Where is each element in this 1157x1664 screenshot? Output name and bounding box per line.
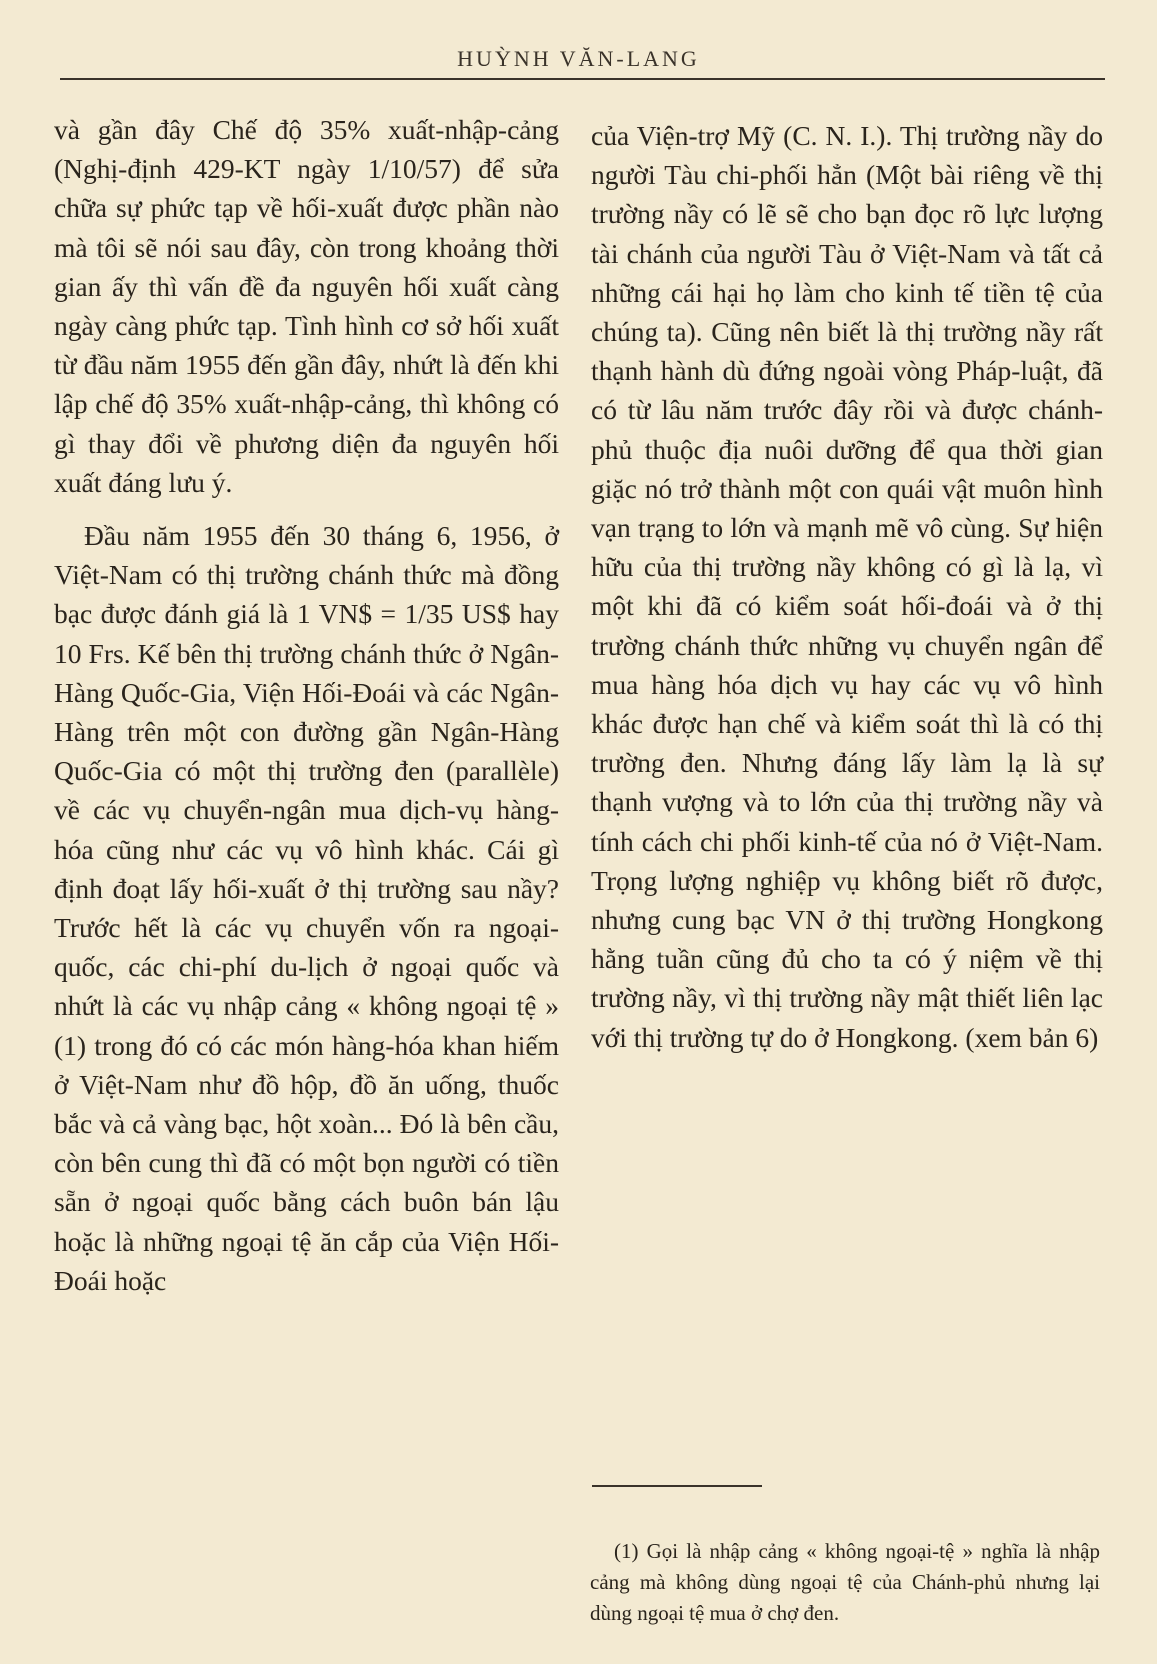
footnote: (1) Gọi là nhập cảng « không ngoại-tệ » nghĩa là nhập cảng mà không dùng ngoại tệ của Chánh-phủ nhưng lại dùng ngoại tệ mua ở chợ đen. [590,1539,1100,1625]
header-rule [60,78,1105,80]
paragraph: và gần đây Chế độ 35% xuất-nhập-cảng (Nghị-định 429-KT ngày 1/10/57) để sửa chữa sự phức tạp về hối-xuất được phần nào mà tôi sẽ nói sau đây, còn trong khoảng thời gian ấy thì vấn đề đa nguyên hối xuất càng ngày càng phức tạp. Tình hình cơ sở hối xuất từ đầu năm 1955 đến gần đây, nhứt là đến khi lập chế độ 35% xuất-nhập-cảng, thì không có gì thay đổi về phương diện đa nguyên hối xuất đáng lưu ý. [54,114,559,498]
footnote-rule [592,1485,762,1487]
left-column [54,110,559,1300]
paragraph: Đầu năm 1955 đến 30 tháng 6, 1956, ở Việt-Nam có thị trường chánh thức mà đồng bạc được đánh giá là 1 VN$ = 1/35 US$ hay 10 Frs. Kế bên thị trường chánh thức ở Ngân-Hàng Quốc-Gia, Viện Hối-Đoái và các Ngân-Hàng trên một con đường gần Ngân-Hàng Quốc-Gia có một thị trường đen (parallèle) về các vụ chuyển-ngân mua dịch-vụ hàng-hóa cũng như các vụ vô hình khác. Cái gì định đoạt lấy hối-xuất ở thị trường sau nầy? Trước hết là các vụ chuyển vốn ra ngoại-quốc, các chi-phí du-lịch ở ngoại quốc và nhứt là các vụ nhập cảng « không ngoại tệ » (1) trong đó có các món hàng-hóa khan hiếm ở Việt-Nam như đồ hộp, đồ ăn uống, thuốc bắc và cả vàng bạc, hột xoàn... Đó là bên cầu, còn bên cung thì đã có một bọn người có tiền sẵn ở ngoại quốc bằng cách buôn bán lậu hoặc là những ngoại tệ ăn cắp của Viện Hối-Đoái hoặc [54,520,559,1296]
paragraph: của Viện-trợ Mỹ (C. N. I.). Thị trường nầy do người Tàu chi-phối hẳn (Một bài riêng về thị trường nầy có lẽ sẽ cho bạn đọc rõ lực lượng tài chánh của người Tàu ở Việt-Nam và tất cả những cái hại họ làm cho kinh tế tiền tệ của chúng ta). Cũng nên biết là thị trường nầy rất thạnh hành dù đứng ngoài vòng Pháp-luật, đã có từ lâu năm trước đây rồi và được chánh-phủ thuộc địa nuôi dưỡng để qua thời gian giặc nó trở thành một con quái vật muôn hình vạn trạng to lớn và mạnh mẽ vô cùng. Sự hiện hữu của thị trường nầy không có gì là lạ, vì một khi đã có kiểm soát hối-đoái và ở thị trường chánh thức những vụ chuyển ngân để mua hàng hóa dịch vụ hay các vụ vô hình khác được hạn chế và kiểm soát thì là có thị trường đen. Nhưng đáng lấy làm lạ là sự thạnh vượng và to lớn của thị trường nầy và tính cách chi phối kinh-tế của nó ở Việt-Nam. Trọng lượng nghiệp vụ không biết rõ được, nhưng cung bạc VN ở thị trường Hongkong hằng tuần cũng đủ cho ta có ý niệm về thị trường nầy, vì thị trường nầy mật thiết liên lạc với thị trường tự do ở Hongkong. (xem bản 6) [591,120,1103,1053]
running-header: HUỲNH VĂN-LANG [457,46,700,71]
right-column [591,116,1103,1057]
